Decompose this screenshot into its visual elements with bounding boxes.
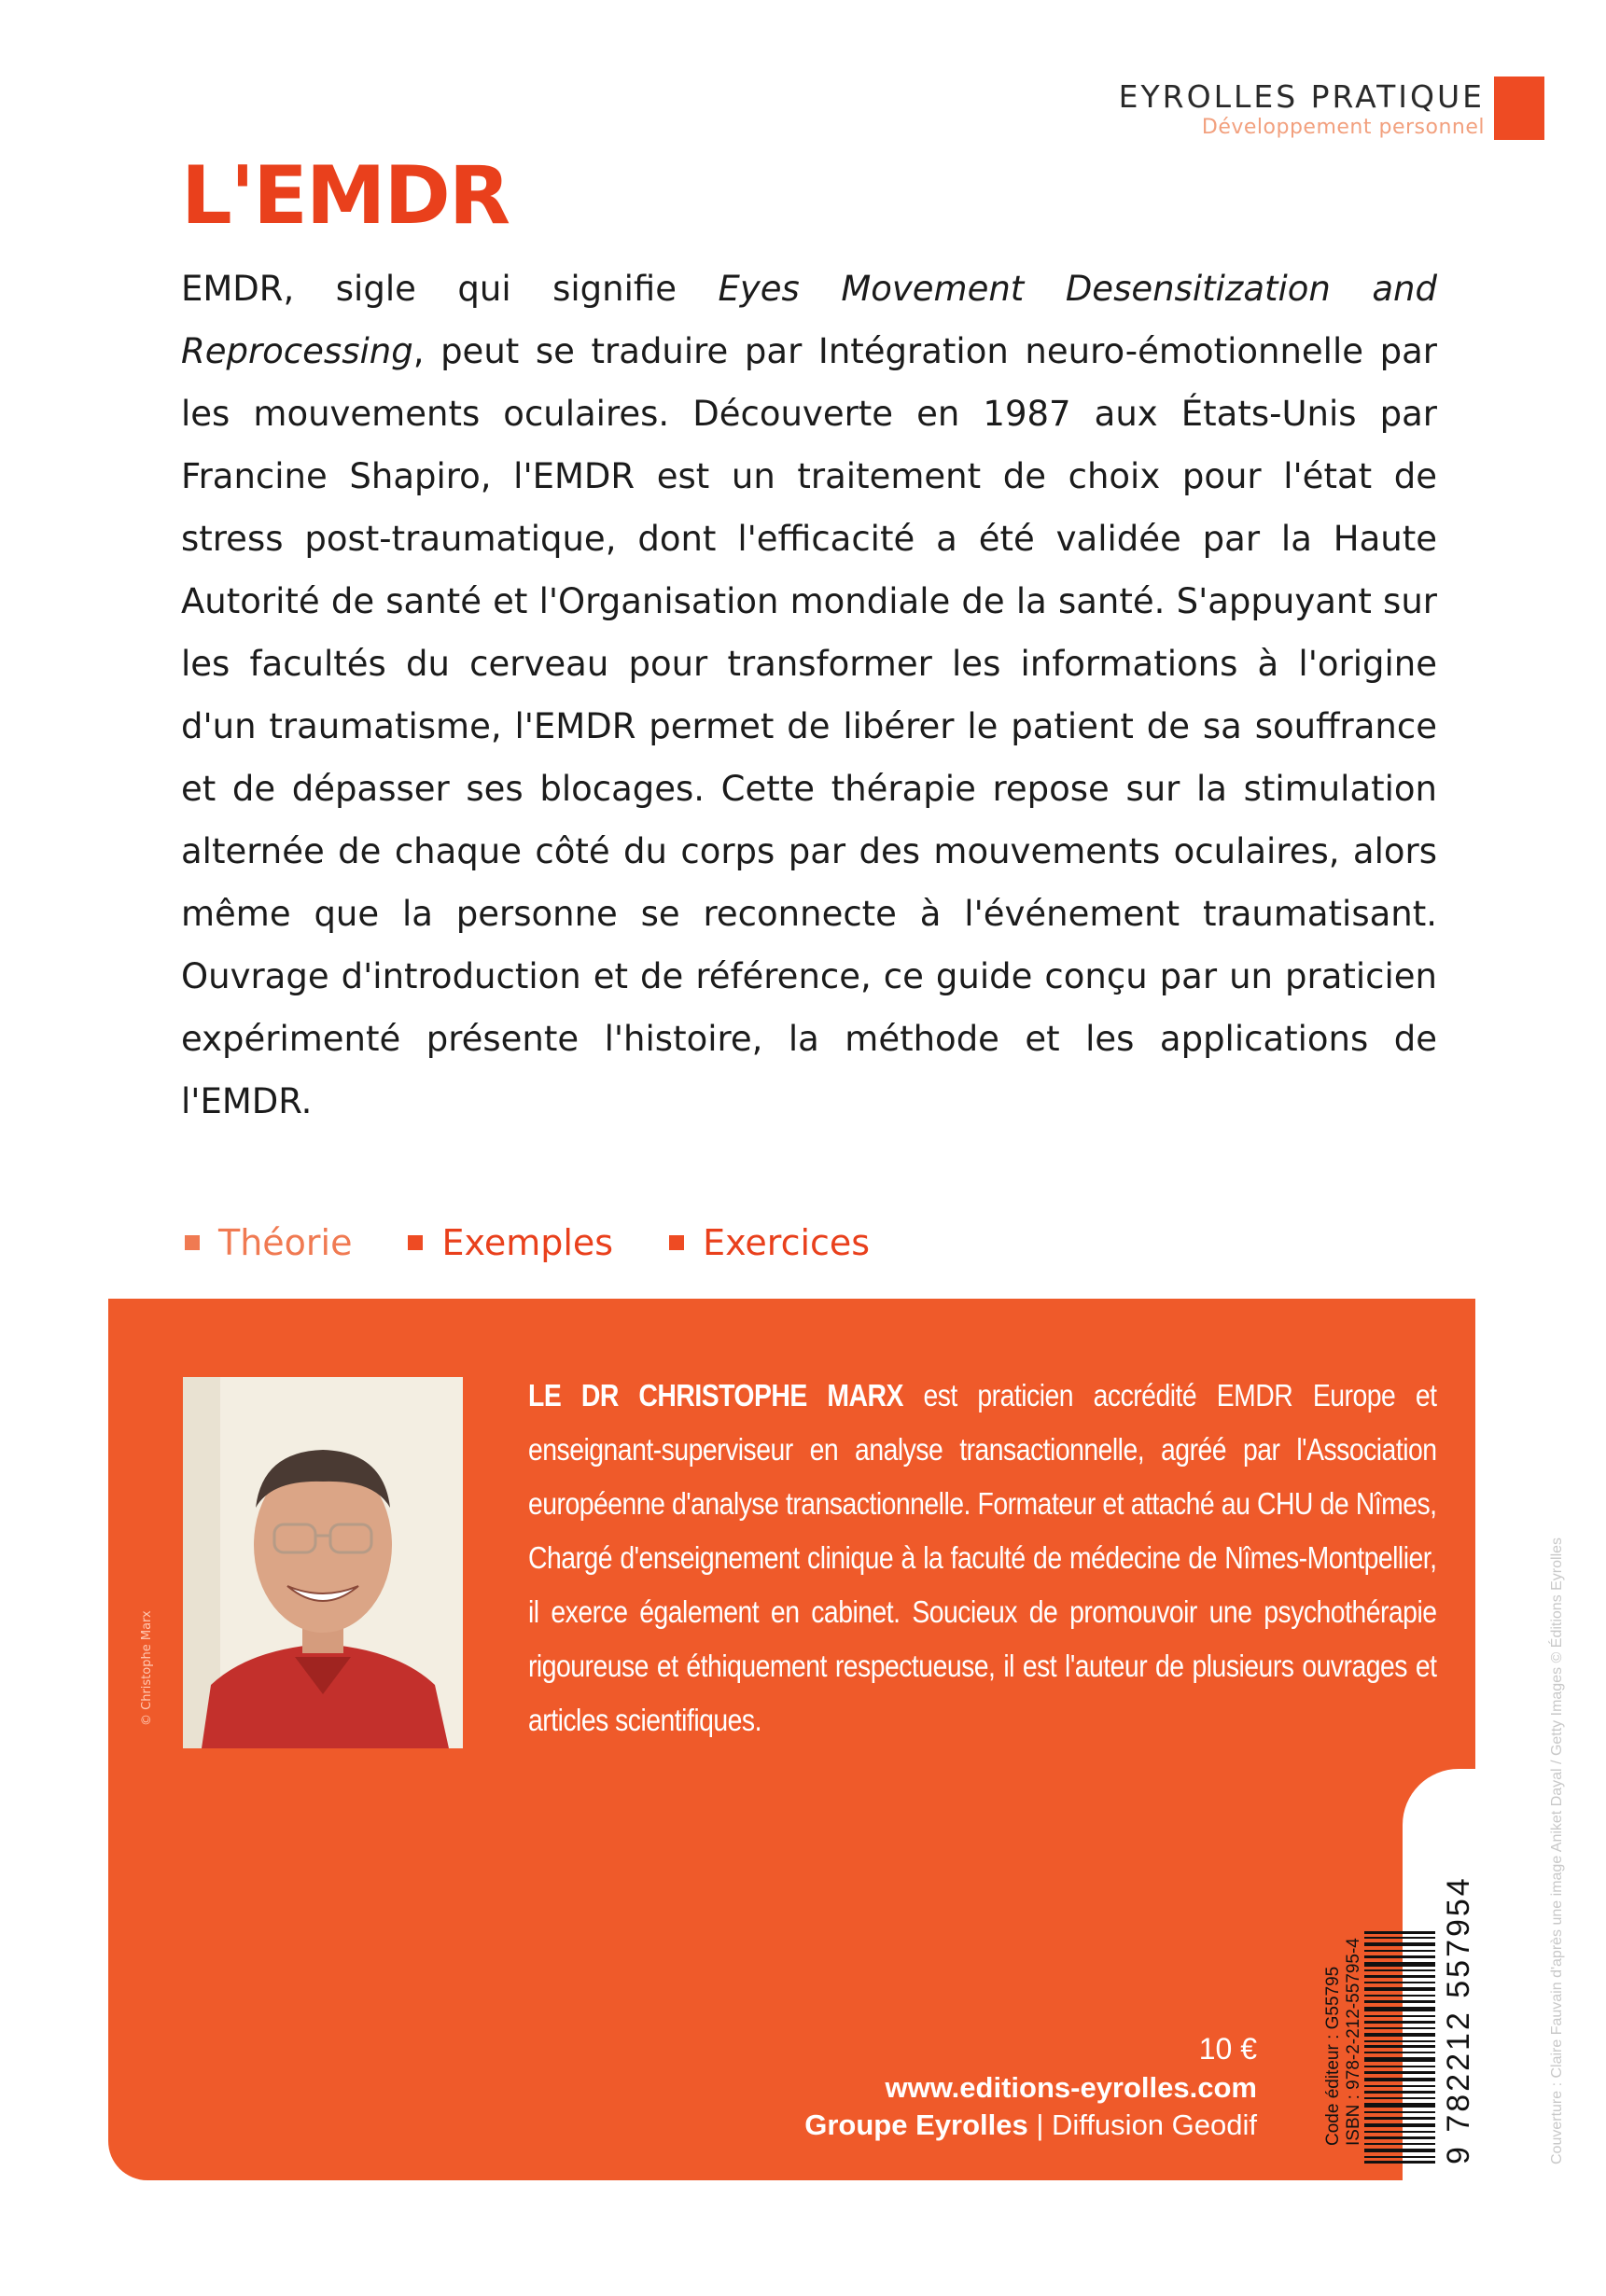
back-cover-blurb [181,257,1437,1133]
tag-label: Exercices [703,1222,871,1263]
tag-label: Théorie [218,1222,353,1263]
barcode-digits: 9 782212 557954 [1441,1875,1476,2164]
publisher-line [804,2108,1257,2142]
cover-credit: Couverture : Claire Fauvain d'après une image Aniket Dayal / Getty Images © Éditions Eyrolles [1549,1537,1565,2164]
series-subtitle: Développement personnel [1201,116,1485,139]
tag-exemples [408,1222,613,1263]
blurb-intro: EMDR, sigle qui signifie [181,269,719,309]
blurb-italic-term: Eyes Movement Desensitization and Reprocessing [181,269,1437,371]
tag-exercices [669,1222,870,1263]
price: 10 € [1198,2032,1257,2066]
author-name: LE DR CHRISTOPHE MARX [528,1378,903,1412]
square-bullet-icon [185,1235,200,1250]
barcode-isbn: ISBN : 978-2-212-55795-4 [1344,1938,1363,2146]
publisher-website: www.editions-eyrolles.com [885,2071,1257,2104]
square-bullet-icon [408,1235,423,1250]
series-name: EYROLLES PRATIQUE [1118,78,1485,115]
author-bio [528,1369,1437,1747]
series-square-mark [1494,77,1544,140]
author-bio-text: est praticien accrédité EMDR Europe et enseignant-superviseur en analyse transactionnelle, agréé par l'Association européenne d'analyse transactionnelle. Formateur et attaché au CHU de Nîmes, Chargé d'enseignement clinique à la faculté de médecine de Nîmes-Montpellier, il exerce également en cabinet. Soucieux de promouvoir une psychothérapie rigoureuse et éthiquement respectueuse, il est l'auteur de plusieurs ouvrages et articles scientifiques. [528,1378,1437,1737]
square-bullet-icon [669,1235,684,1250]
book-title: L'EMDR [181,149,510,243]
barcode-code-editeur: Code éditeur : G55795 [1323,1966,1343,2146]
series-header [1119,78,1513,140]
distributor: | Diffusion Geodif [1027,2108,1257,2141]
feature-tags [185,1222,870,1263]
blurb-body: , peut se traduire par Intégration neuro-émotionnelle par les mouvements oculaires. Découverte en 1987 aux États-Unis par Francine Shapiro, l'EMDR est un traitement de choix pour l'état de stress post-traumatique, dont l'efficacité a été validée par la Haute Autorité de santé et l'Organisation mondiale de la santé. S'appuyant sur les facultés du cerveau pour transformer les informations à l'origine d'un traumatisme, l'EMDR permet de libérer le patient de sa souffrance et de dépasser ses blocages. Cette thérapie repose sur la stimulation alternée de chaque côté du corps par des mouvements oculaires, alors même que la personne se reconnecte à l'événement traumatisant. Ouvrage d'introduction et de référence, ce guide conçu par un praticien expérimenté présente l'histoire, la méthode et les applications de l'EMDR. [181,331,1437,1121]
tag-label: Exemples [441,1222,614,1263]
author-photo [183,1377,463,1748]
photo-credit: © Christophe Marx [140,1610,154,1726]
barcode-bars [1364,1931,1435,2164]
publisher-name: Groupe Eyrolles [804,2108,1028,2141]
tag-theorie [185,1222,352,1263]
